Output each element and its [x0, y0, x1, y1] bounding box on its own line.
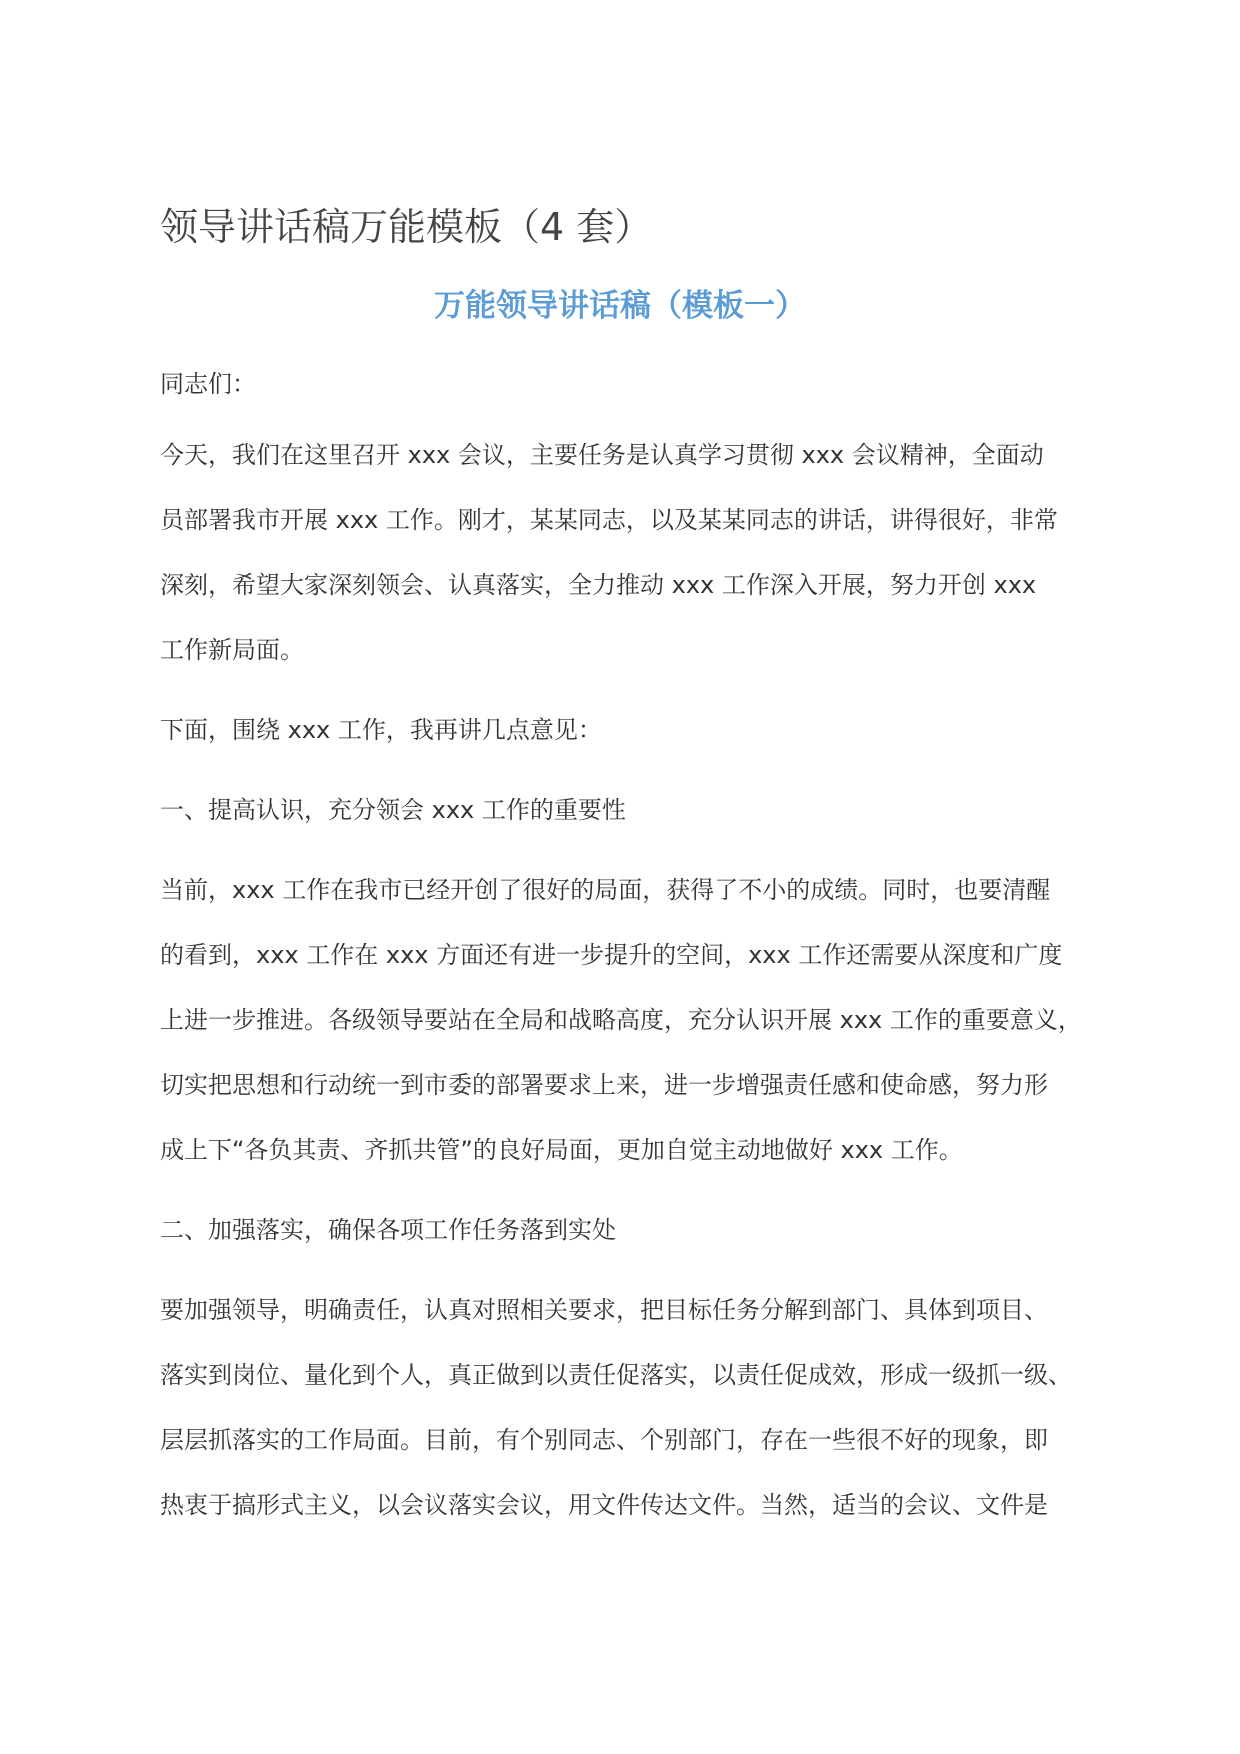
text-line: 的看到，xxx 工作在 xxx 方面还有进一步提升的空间，xxx 工作还需要从深度和广度 [160, 941, 1063, 969]
text-line: 成上下“各负其责、齐抓共管”的良好局面，更加自觉主动地做好 xxx 工作。 [160, 1136, 963, 1164]
text-line: 员部署我市开展 xxx 工作。刚才，某某同志，以及某某同志的讲话，讲得很好，非常 [160, 506, 1058, 534]
text-line: 要加强领导，明确责任，认真对照相关要求，把目标任务分解到部门、具体到项目、 [160, 1296, 1048, 1324]
text-line: 下面，围绕 xxx 工作，我再讲几点意见： [160, 716, 602, 744]
text-line: 当前，xxx 工作在我市已经开创了很好的局面，获得了不小的成绩。同时，也要清醒 [160, 876, 1051, 904]
document-title: 领导讲话稿万能模板（4 套） [160, 205, 653, 249]
text-line: 层层抓落实的工作局面。目前，有个别同志、个别部门，存在一些很不好的现象，即 [160, 1426, 1048, 1454]
salutation: 同志们： [160, 370, 256, 398]
text-line: 今天，我们在这里召开 xxx 会议，主要任务是认真学习贯彻 xxx 会议精神，全面动 [160, 441, 1044, 469]
text-line: 深刻，希望大家深刻领会、认真落实，全力推动 xxx 工作深入开展，努力开创 xxx [160, 571, 1037, 599]
text-line: 落实到岗位、量化到个人，真正做到以责任促落实，以责任促成效，形成一级抓一级、 [160, 1361, 1072, 1389]
text-line: 热衷于搞形式主义，以会议落实会议，用文件传达文件。当然，适当的会议、文件是 [160, 1491, 1048, 1519]
section-heading-2: 二、加强落实，确保各项工作任务落到实处 [160, 1216, 616, 1244]
text-line: 上进一步推进。各级领导要站在全局和战略高度，充分认识开展 xxx 工作的重要意义， [160, 1006, 1082, 1034]
text-line: 工作新局面。 [160, 636, 304, 664]
template-subtitle: 万能领导讲话稿（模板一） [434, 288, 806, 324]
text-line: 切实把思想和行动统一到市委的部署要求上来，进一步增强责任感和使命感，努力形 [160, 1071, 1048, 1099]
section-heading-1: 一、提高认识，充分领会 xxx 工作的重要性 [160, 796, 626, 824]
